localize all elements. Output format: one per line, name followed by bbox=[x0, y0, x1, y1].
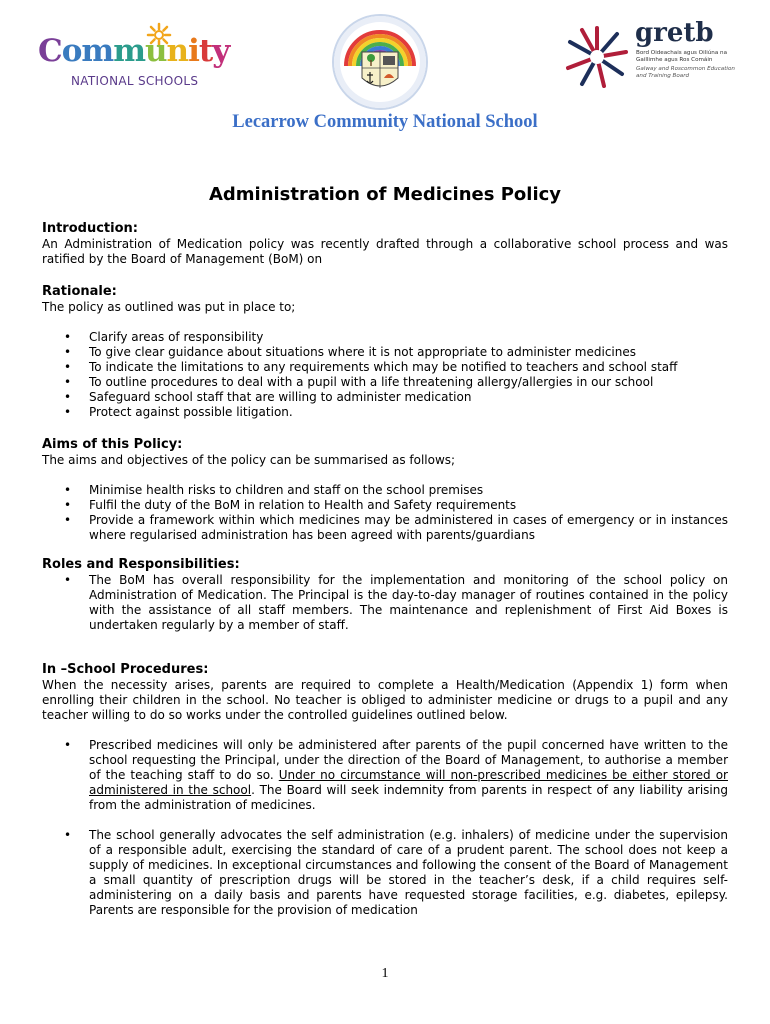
school-name-heading: Lecarrow Community National School bbox=[232, 112, 538, 132]
list-item: • To give clear guidance about situations where it is not appropriate to administer medicines bbox=[42, 345, 728, 360]
aims-intro: The aims and objectives of the policy can be summarised as follows; bbox=[42, 453, 456, 467]
aims-heading: Aims of this Policy: bbox=[42, 437, 183, 452]
rationale-intro: The policy as outlined was put in place to; bbox=[42, 300, 296, 314]
list-item: • Minimise health risks to children and staff on the school premises bbox=[42, 483, 728, 498]
school-crest-logo bbox=[330, 12, 430, 112]
list-item: • The school generally advocates the self administration (e.g. inhalers) of medicine under the supervision of a responsible adult, exercising the standard of care of a prudent parent. The school does not keep a supply of medicines. In exceptional circumstances and following the consent of the Board of Management a small quantity of prescription drugs will be stored in the teacher’s desk, if a child requires self-administering on a daily basis and parents have requested storage facilities, e.g. diabetes, epilepsy. Parents are responsible for the provision of medication bbox=[42, 828, 728, 918]
roles-heading: Roles and Responsibilities: bbox=[42, 557, 240, 572]
list-item: • Protect against possible litigation. bbox=[42, 405, 728, 420]
list-item: • Provide a framework within which medicines may be administered in cases of emergency or in instances where regularised administration has been agreed with parents/guardians bbox=[42, 513, 728, 543]
procedures-list bbox=[42, 738, 728, 918]
gretb-irish-name: Bord Oideachais agus Oiliúna na Gaillimhe agus Ros Comáin bbox=[636, 50, 728, 63]
gretb-english-name: Galway and Roscommon Education and Training Board bbox=[636, 66, 735, 79]
aims-list bbox=[42, 483, 728, 543]
rationale-list bbox=[42, 330, 728, 420]
gretb-logo bbox=[562, 20, 742, 95]
national-schools-text: NATIONAL SCHOOLS bbox=[71, 74, 199, 88]
prescribed-medicines-text: Prescribed medicines will only be administered after parents of the pupil concerned have written to the school requesting the Principal, under the direction of the Board of Management, to authorise a member of the teaching staff to do so. bbox=[89, 738, 728, 782]
list-item: • To indicate the limitations to any requirements which may be notified to teachers and school staff bbox=[42, 360, 728, 375]
indemnity-text: . The Board will seek indemnity from parents in respect of any liability arising from the administration of medicines. bbox=[89, 783, 728, 812]
policy-body bbox=[42, 221, 728, 918]
community-national-schools-logo bbox=[38, 22, 230, 97]
document-title: Administration of Medicines Policy bbox=[208, 184, 562, 205]
list-item: • The BoM has overall responsibility for the implementation and monitoring of the school policy on Administration of Medication. The Principal is the day-to-day manager of routines contained in the policy with the assistance of all staff members. The maintenance and replenishment of First Aid Boxes is undertaken regularly by a member of staff. bbox=[42, 573, 728, 633]
list-item: • Clarify areas of responsibility bbox=[42, 330, 728, 345]
list-item: • Fulfil the duty of the BoM in relation to Health and Safety requirements bbox=[42, 498, 728, 513]
procedures-intro: When the necessity arises, parents are required to complete a Health/Medication (Appendix 1) form when enrolling their children in the school. No teacher is obliged to administer medicine or drugs to a pupil and any teacher willing to do so works under the controlled guidelines outlined below. bbox=[42, 678, 728, 722]
list-item: • To outline procedures to deal with a pupil with a life threatening allergy/allergies in our school bbox=[42, 375, 728, 390]
header-logos bbox=[0, 0, 770, 110]
gretb-swirl-icon bbox=[562, 22, 632, 92]
introduction-heading: Introduction: bbox=[42, 221, 138, 236]
list-item bbox=[42, 738, 728, 813]
list-item: • Safeguard school staff that are willing to administer medication bbox=[42, 390, 728, 405]
roles-list bbox=[42, 573, 728, 633]
introduction-text: An Administration of Medication policy was recently drafted through a collaborative school process and was ratified by the Board of Management (BoM) on bbox=[42, 237, 728, 266]
non-prescribed-warning: Under no circumstance will non-prescribed medicines be either stored or administered in the school bbox=[89, 768, 728, 797]
community-logo-word: Community bbox=[38, 33, 230, 69]
gretb-name: gretb bbox=[635, 18, 714, 48]
procedures-heading: In –School Procedures: bbox=[42, 662, 209, 677]
rationale-heading: Rationale: bbox=[42, 284, 117, 299]
page-number: 1 bbox=[381, 966, 389, 981]
